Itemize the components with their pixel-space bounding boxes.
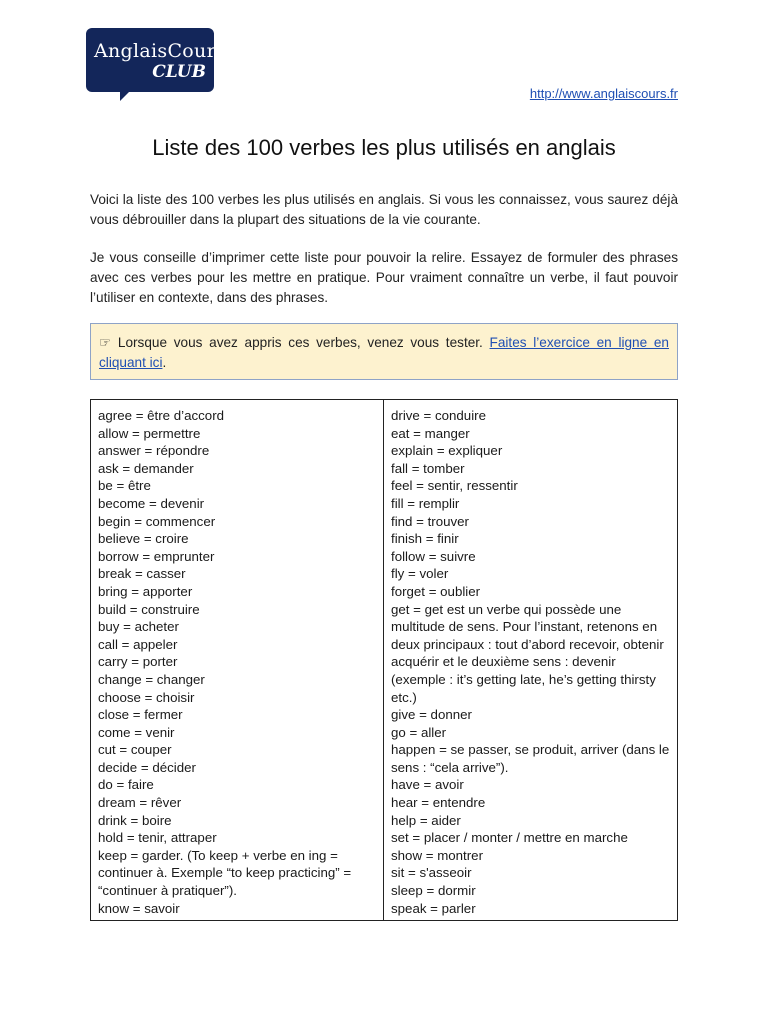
verb-entry: decide = décider [98,759,196,775]
verb-entry: sit = s'asseoir [391,865,472,881]
verb-entry: sleep = dormir [391,883,476,899]
verb-entry: drive = conduire [391,408,486,423]
intro-paragraph: Voici la liste des 100 verbes les plus utilisés en anglais. Si vous les connaissez, vous saurez déjà vous débrouiller dans la plupart des situations de la vie courante. [90,192,678,227]
verb-entry: carry = porter [98,654,178,670]
notice-text: Lorsque vous avez appris ces verbes, venez vous tester. [117,335,483,350]
verb-entry: do = faire [98,777,154,793]
verb-entry: keep = garder. (To keep + verbe en ing = continuer à. Exemple “to keep practicing” = “continuer à pratiquer”). [98,847,352,899]
exercise-notice [90,323,678,380]
verb-entry: show = montrer [391,847,484,863]
verb-entry: forget = oublier [391,583,481,599]
site-logo[interactable] [86,28,226,92]
verb-column-right [384,400,677,920]
verb-entry: borrow = emprunter [98,548,215,564]
verb-entry: speak = parler [391,900,476,916]
logo-text-main: AnglaisCours [94,40,226,62]
verb-entry: finish = finir [391,531,459,547]
verb-entry: be = être [98,478,151,494]
verb-entry: fall = tomber [391,460,465,476]
verb-entry: answer = répondre [98,443,210,459]
verb-table [90,399,678,921]
verb-entry: fill = remplir [391,495,460,511]
verb-entry: go = aller [391,724,447,740]
pointing-hand-icon: ☞ [99,335,112,350]
site-url-link[interactable]: http://www.anglaiscours.fr [529,86,678,101]
verb-column-left [91,400,384,920]
verb-entry: become = devenir [98,495,205,511]
verb-entry: come = venir [98,724,175,740]
advice-paragraph: Je vous conseille d’imprimer cette liste pour pouvoir la relire. Essayez de formuler des phrases avec ces verbes pour les mettre en pratique. Pour vraiment connaître un verbe, il faut pouvoir l’utiliser en contexte, dans des phrases. [90,250,678,305]
verb-entry: hold = tenir, attraper [98,830,217,846]
verb-entry: follow = suivre [391,548,476,564]
verb-entry: change = changer [98,671,205,687]
notice-period: . [162,355,167,370]
verb-entry: find = trouver [391,513,469,529]
verb-entry: break = casser [98,566,186,582]
page-title: Liste des 100 verbes les plus utilisés en anglais [152,135,616,160]
verb-entry: get = get est un verbe qui possède une multitude de sens. Pour l’instant, retenons en deux principaux : tout d’abord recevoir, obtenir acquérir et le deuxième sens : devenir (exemple : it’s getting late, he’s getting thirsty etc.) [391,601,664,705]
verb-entry: feel = sentir, ressentir [391,478,518,494]
verb-entry: close = fermer [98,707,183,723]
verb-entry: build = construire [98,601,200,617]
verb-entry: cut = couper [98,742,172,758]
logo-text-club: CLUB [152,62,206,82]
verb-entry: choose = choisir [98,689,195,705]
verb-entry: buy = acheter [98,619,179,635]
verb-entry: believe = croire [98,531,189,547]
verb-entry: agree = être d’accord [98,408,225,423]
verb-entry: give = donner [391,707,472,723]
verb-entry: hear = entendre [391,795,486,811]
verb-entry: drink = boire [98,812,172,828]
verb-entry: allow = permettre [98,425,201,441]
verb-entry: ask = demander [98,460,194,476]
verb-entry: fly = voler [391,566,449,582]
verb-entry: happen = se passer, se produit, arriver (dans le sens : “cela arrive”). [391,742,670,775]
verb-entry: have = avoir [391,777,464,793]
verb-entry: eat = manger [391,425,470,441]
verb-entry: set = placer / monter / mettre en marche [391,830,628,846]
verb-entry: explain = expliquer [391,443,503,459]
verb-entry: bring = apporter [98,583,193,599]
verb-entry: help = aider [391,812,461,828]
verb-entry: call = appeler [98,636,178,652]
verb-entry: know = savoir [98,900,180,916]
verb-entry: dream = rêver [98,795,182,811]
verb-entry: begin = commencer [98,513,216,529]
exercise-link[interactable]: Faites l’exercice en ligne en cliquant ici [99,335,669,370]
